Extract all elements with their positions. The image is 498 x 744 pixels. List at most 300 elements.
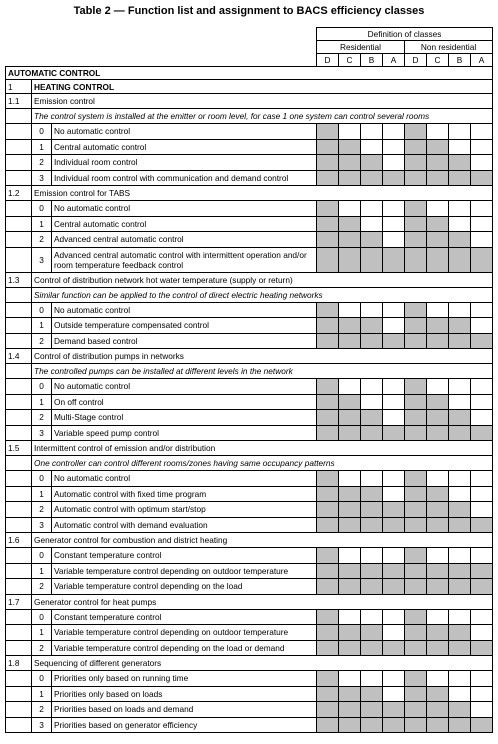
option-indent-cell <box>6 517 32 533</box>
class-cell-shaded <box>449 702 471 718</box>
note-text: One controller can control different rooms/zones having same occupancy patterns <box>32 456 493 471</box>
note-row <box>6 287 493 302</box>
class-cell-shaded <box>339 563 361 579</box>
class-cell-empty <box>361 671 383 687</box>
option-indent-cell <box>6 170 32 186</box>
class-cell-shaded <box>383 717 405 733</box>
class-cell-empty <box>471 124 493 140</box>
class-cell-empty <box>449 394 471 410</box>
class-cell-shaded <box>317 579 339 595</box>
class-cell-shaded <box>317 155 339 171</box>
class-cell-shaded <box>427 425 449 441</box>
class-cell-shaded <box>339 625 361 641</box>
class-cell-shaded <box>449 318 471 334</box>
subsection-title: Generator control for combustion and district heating <box>32 533 493 548</box>
class-cell-shaded <box>361 486 383 502</box>
class-cell-empty <box>361 394 383 410</box>
option-indent-cell <box>6 425 32 441</box>
class-cell-shaded <box>361 563 383 579</box>
class-cell-shaded <box>339 232 361 248</box>
section-header-row <box>6 80 493 94</box>
function-option-row <box>6 609 493 625</box>
class-cell-empty <box>471 548 493 564</box>
class-cell-shaded <box>361 717 383 733</box>
subsection-row <box>6 186 493 201</box>
option-number: 1 <box>32 486 52 502</box>
option-number: 2 <box>32 502 52 518</box>
class-cell-shaded <box>361 702 383 718</box>
function-option-row <box>6 548 493 564</box>
subsection-title: Intermittent control of emission and/or distribution <box>32 441 493 456</box>
class-cell-shaded <box>471 579 493 595</box>
class-cell-shaded <box>449 410 471 426</box>
option-number: 1 <box>32 686 52 702</box>
class-cell-shaded <box>361 686 383 702</box>
note-row <box>6 364 493 379</box>
class-cell-shaded <box>339 139 361 155</box>
option-indent-cell <box>6 394 32 410</box>
class-cell-shaded <box>405 394 427 410</box>
class-cell-shaded <box>339 640 361 656</box>
subsection-row <box>6 441 493 456</box>
function-option-row <box>6 139 493 155</box>
function-option-row <box>6 247 493 272</box>
class-cell-shaded <box>317 139 339 155</box>
class-cell-empty <box>339 379 361 395</box>
class-cell-shaded <box>449 563 471 579</box>
class-cell-shaded <box>361 517 383 533</box>
option-indent-cell <box>6 124 32 140</box>
class-cell-empty <box>427 609 449 625</box>
class-header: A <box>471 54 493 67</box>
class-cell-shaded <box>383 170 405 186</box>
option-number: 0 <box>32 124 52 140</box>
subsection-number: 1.4 <box>6 349 32 364</box>
class-cell-empty <box>339 548 361 564</box>
class-cell-shaded <box>317 717 339 733</box>
class-cell-empty <box>471 155 493 171</box>
function-option-row <box>6 517 493 533</box>
class-cell-empty <box>383 486 405 502</box>
class-cell-shaded <box>405 502 427 518</box>
class-cell-shaded <box>405 486 427 502</box>
class-cell-shaded <box>339 410 361 426</box>
function-option-row <box>6 425 493 441</box>
option-label: Variable temperature control depending on outdoor temperature <box>52 625 317 641</box>
class-cell-shaded <box>361 333 383 349</box>
class-cell-shaded <box>427 579 449 595</box>
class-cell-shaded <box>339 717 361 733</box>
option-label: Priorities only based on running time <box>52 671 317 687</box>
class-cell-empty <box>471 686 493 702</box>
class-cell-empty <box>383 232 405 248</box>
option-number: 2 <box>32 410 52 426</box>
option-label: No automatic control <box>52 124 317 140</box>
class-header: C <box>339 54 361 67</box>
class-cell-shaded <box>361 625 383 641</box>
class-cell-empty <box>471 609 493 625</box>
note-indent-cell <box>6 364 32 379</box>
class-cell-shaded <box>317 609 339 625</box>
class-cell-shaded <box>317 548 339 564</box>
subsection-title: Emission control for TABS <box>32 186 493 201</box>
function-option-row <box>6 394 493 410</box>
class-cell-empty <box>383 609 405 625</box>
function-option-row <box>6 333 493 349</box>
option-indent-cell <box>6 717 32 733</box>
class-cell-empty <box>471 302 493 318</box>
class-cell-empty <box>427 471 449 487</box>
class-cell-empty <box>427 671 449 687</box>
class-cell-shaded <box>317 671 339 687</box>
option-label: No automatic control <box>52 302 317 318</box>
class-cell-empty <box>471 394 493 410</box>
class-cell-shaded <box>449 502 471 518</box>
class-cell-empty <box>339 471 361 487</box>
option-number: 2 <box>32 640 52 656</box>
class-cell-shaded <box>339 425 361 441</box>
class-cell-empty <box>471 625 493 641</box>
class-cell-empty <box>427 548 449 564</box>
class-cell-shaded <box>427 563 449 579</box>
class-cell-shaded <box>405 548 427 564</box>
class-cell-empty <box>427 124 449 140</box>
class-cell-shaded <box>317 486 339 502</box>
header-blank-cell <box>6 28 317 67</box>
option-indent-cell <box>6 563 32 579</box>
class-cell-empty <box>383 410 405 426</box>
option-label: Advanced central automatic control with intermittent operation and/or room temperature feedback control <box>52 247 317 272</box>
class-cell-empty <box>383 201 405 217</box>
residential-header: Residential <box>317 41 405 54</box>
subsection-row <box>6 272 493 287</box>
option-label: No automatic control <box>52 379 317 395</box>
option-number: 0 <box>32 548 52 564</box>
class-cell-shaded <box>405 671 427 687</box>
class-cell-empty <box>449 302 471 318</box>
option-indent-cell <box>6 640 32 656</box>
class-cell-shaded <box>471 640 493 656</box>
class-cell-shaded <box>317 216 339 232</box>
class-cell-empty <box>427 379 449 395</box>
class-cell-shaded <box>427 318 449 334</box>
class-cell-shaded <box>405 379 427 395</box>
class-cell-empty <box>383 394 405 410</box>
option-number: 1 <box>32 394 52 410</box>
function-option-row <box>6 717 493 733</box>
class-cell-empty <box>471 201 493 217</box>
class-cell-shaded <box>339 216 361 232</box>
function-option-row <box>6 155 493 171</box>
class-cell-empty <box>361 548 383 564</box>
class-cell-shaded <box>383 517 405 533</box>
class-cell-empty <box>361 379 383 395</box>
class-cell-empty <box>361 609 383 625</box>
option-number: 1 <box>32 139 52 155</box>
class-cell-empty <box>449 379 471 395</box>
option-label: Advanced central automatic control <box>52 232 317 248</box>
class-cell-shaded <box>339 247 361 272</box>
option-indent-cell <box>6 702 32 718</box>
section-title: HEATING CONTROL <box>32 80 493 94</box>
class-cell-shaded <box>405 124 427 140</box>
class-cell-shaded <box>317 517 339 533</box>
option-number: 3 <box>32 717 52 733</box>
option-label: Demand based control <box>52 333 317 349</box>
class-cell-empty <box>471 502 493 518</box>
class-cell-shaded <box>471 717 493 733</box>
option-label: Central automatic control <box>52 216 317 232</box>
class-cell-empty <box>383 216 405 232</box>
option-indent-cell <box>6 201 32 217</box>
section-number: 1 <box>6 80 32 94</box>
subsection-title: Emission control <box>32 94 493 109</box>
class-cell-shaded <box>383 425 405 441</box>
class-cell-shaded <box>405 517 427 533</box>
option-number: 3 <box>32 425 52 441</box>
class-cell-empty <box>471 232 493 248</box>
option-indent-cell <box>6 302 32 318</box>
note-text: Similar function can be applied to the control of direct electric heating networks <box>32 287 493 302</box>
class-cell-shaded <box>317 410 339 426</box>
subsection-row <box>6 656 493 671</box>
option-label: Variable temperature control depending on outdoor temperature <box>52 563 317 579</box>
option-number: 0 <box>32 201 52 217</box>
class-cell-shaded <box>383 640 405 656</box>
class-cell-shaded <box>405 232 427 248</box>
class-cell-empty <box>471 318 493 334</box>
class-cell-shaded <box>383 702 405 718</box>
class-cell-shaded <box>383 563 405 579</box>
class-cell-empty <box>361 201 383 217</box>
option-indent-cell <box>6 502 32 518</box>
option-number: 2 <box>32 333 52 349</box>
class-cell-empty <box>339 201 361 217</box>
class-cell-shaded <box>339 394 361 410</box>
class-cell-empty <box>449 124 471 140</box>
class-cell-shaded <box>427 410 449 426</box>
note-indent-cell <box>6 456 32 471</box>
class-cell-shaded <box>339 702 361 718</box>
class-cell-shaded <box>471 425 493 441</box>
class-cell-shaded <box>339 318 361 334</box>
class-cell-shaded <box>383 502 405 518</box>
option-indent-cell <box>6 318 32 334</box>
class-cell-empty <box>449 486 471 502</box>
class-cell-shaded <box>405 702 427 718</box>
function-option-row <box>6 671 493 687</box>
class-cell-shaded <box>405 201 427 217</box>
subsection-number: 1.5 <box>6 441 32 456</box>
class-cell-shaded <box>471 247 493 272</box>
option-indent-cell <box>6 625 32 641</box>
class-cell-empty <box>449 548 471 564</box>
class-cell-empty <box>449 671 471 687</box>
option-number: 1 <box>32 318 52 334</box>
class-cell-empty <box>471 139 493 155</box>
class-cell-shaded <box>427 486 449 502</box>
class-cell-empty <box>383 548 405 564</box>
class-cell-empty <box>471 410 493 426</box>
class-cell-shaded <box>339 155 361 171</box>
option-label: Constant temperature control <box>52 609 317 625</box>
class-cell-empty <box>471 216 493 232</box>
function-option-row <box>6 563 493 579</box>
class-cell-shaded <box>427 155 449 171</box>
option-label: Constant temperature control <box>52 548 317 564</box>
class-cell-shaded <box>449 717 471 733</box>
note-indent-cell <box>6 287 32 302</box>
option-indent-cell <box>6 471 32 487</box>
class-cell-shaded <box>427 717 449 733</box>
option-indent-cell <box>6 155 32 171</box>
option-indent-cell <box>6 686 32 702</box>
class-cell-shaded <box>405 247 427 272</box>
option-indent-cell <box>6 333 32 349</box>
option-label: Variable speed pump control <box>52 425 317 441</box>
class-cell-shaded <box>339 333 361 349</box>
class-cell-shaded <box>427 139 449 155</box>
class-cell-shaded <box>405 333 427 349</box>
class-cell-shaded <box>427 216 449 232</box>
class-cell-shaded <box>427 333 449 349</box>
option-number: 0 <box>32 671 52 687</box>
class-cell-empty <box>383 379 405 395</box>
class-cell-shaded <box>405 139 427 155</box>
class-cell-shaded <box>317 379 339 395</box>
class-cell-shaded <box>361 410 383 426</box>
class-cell-shaded <box>405 686 427 702</box>
class-cell-empty <box>383 124 405 140</box>
class-cell-empty <box>361 139 383 155</box>
class-cell-shaded <box>405 410 427 426</box>
subsection-title: Control of distribution network hot water temperature (supply or return) <box>32 272 493 287</box>
option-label: Priorities only based on loads <box>52 686 317 702</box>
class-cell-empty <box>383 155 405 171</box>
subsection-title: Control of distribution pumps in networks <box>32 349 493 364</box>
class-cell-shaded <box>471 170 493 186</box>
function-option-row <box>6 302 493 318</box>
class-cell-empty <box>383 318 405 334</box>
option-indent-cell <box>6 216 32 232</box>
function-option-row <box>6 124 493 140</box>
option-label: Variable temperature control depending on the load <box>52 579 317 595</box>
class-cell-shaded <box>449 155 471 171</box>
option-label: Priorities based on loads and demand <box>52 702 317 718</box>
class-cell-empty <box>383 471 405 487</box>
class-cell-shaded <box>361 247 383 272</box>
option-number: 3 <box>32 170 52 186</box>
function-option-row <box>6 318 493 334</box>
class-cell-shaded <box>361 640 383 656</box>
subsection-row <box>6 533 493 548</box>
option-label: Multi-Stage control <box>52 410 317 426</box>
class-header: C <box>427 54 449 67</box>
class-cell-empty <box>383 686 405 702</box>
class-cell-empty <box>471 471 493 487</box>
option-label: Outside temperature compensated control <box>52 318 317 334</box>
option-number: 2 <box>32 232 52 248</box>
note-row <box>6 456 493 471</box>
class-cell-empty <box>361 471 383 487</box>
option-number: 1 <box>32 216 52 232</box>
option-label: No automatic control <box>52 471 317 487</box>
class-cell-shaded <box>405 579 427 595</box>
class-cell-shaded <box>449 640 471 656</box>
option-number: 3 <box>32 517 52 533</box>
class-cell-shaded <box>317 232 339 248</box>
class-cell-shaded <box>427 625 449 641</box>
subsection-row <box>6 349 493 364</box>
class-cell-empty <box>339 124 361 140</box>
function-option-row <box>6 486 493 502</box>
option-number: 0 <box>32 379 52 395</box>
class-cell-empty <box>383 302 405 318</box>
function-option-row <box>6 232 493 248</box>
subsection-number: 1.6 <box>6 533 32 548</box>
class-cell-shaded <box>405 170 427 186</box>
class-cell-shaded <box>449 625 471 641</box>
option-number: 2 <box>32 702 52 718</box>
option-label: Automatic control with fixed time program <box>52 486 317 502</box>
option-indent-cell <box>6 671 32 687</box>
class-cell-empty <box>471 671 493 687</box>
class-cell-shaded <box>339 170 361 186</box>
class-cell-shaded <box>449 333 471 349</box>
subsection-number: 1.8 <box>6 656 32 671</box>
class-cell-shaded <box>405 640 427 656</box>
section-header-row <box>6 67 493 80</box>
subsection-title: Generator control for heat pumps <box>32 594 493 609</box>
class-cell-shaded <box>405 609 427 625</box>
class-cell-shaded <box>405 471 427 487</box>
class-cell-shaded <box>427 640 449 656</box>
class-cell-shaded <box>449 247 471 272</box>
class-cell-shaded <box>449 579 471 595</box>
option-indent-cell <box>6 410 32 426</box>
option-indent-cell <box>6 379 32 395</box>
class-cell-shaded <box>317 201 339 217</box>
option-label: On off control <box>52 394 317 410</box>
non-residential-header: Non residential <box>405 41 493 54</box>
subsection-number: 1.7 <box>6 594 32 609</box>
option-number: 1 <box>32 625 52 641</box>
option-indent-cell <box>6 548 32 564</box>
class-cell-shaded <box>361 502 383 518</box>
class-cell-empty <box>449 216 471 232</box>
option-number: 0 <box>32 609 52 625</box>
class-cell-shaded <box>317 702 339 718</box>
class-header: B <box>449 54 471 67</box>
class-cell-shaded <box>339 579 361 595</box>
subsection-number: 1.2 <box>6 186 32 201</box>
option-label: Individual room control with communication and demand control <box>52 170 317 186</box>
class-cell-shaded <box>427 702 449 718</box>
class-cell-shaded <box>339 502 361 518</box>
class-cell-shaded <box>339 486 361 502</box>
subsection-title: Sequencing of different generators <box>32 656 493 671</box>
class-cell-shaded <box>449 517 471 533</box>
subsection-number: 1.3 <box>6 272 32 287</box>
class-cell-shaded <box>317 471 339 487</box>
option-indent-cell <box>6 232 32 248</box>
class-cell-shaded <box>317 170 339 186</box>
class-cell-empty <box>339 609 361 625</box>
class-cell-shaded <box>317 686 339 702</box>
function-option-row <box>6 502 493 518</box>
option-indent-cell <box>6 609 32 625</box>
class-cell-empty <box>339 302 361 318</box>
